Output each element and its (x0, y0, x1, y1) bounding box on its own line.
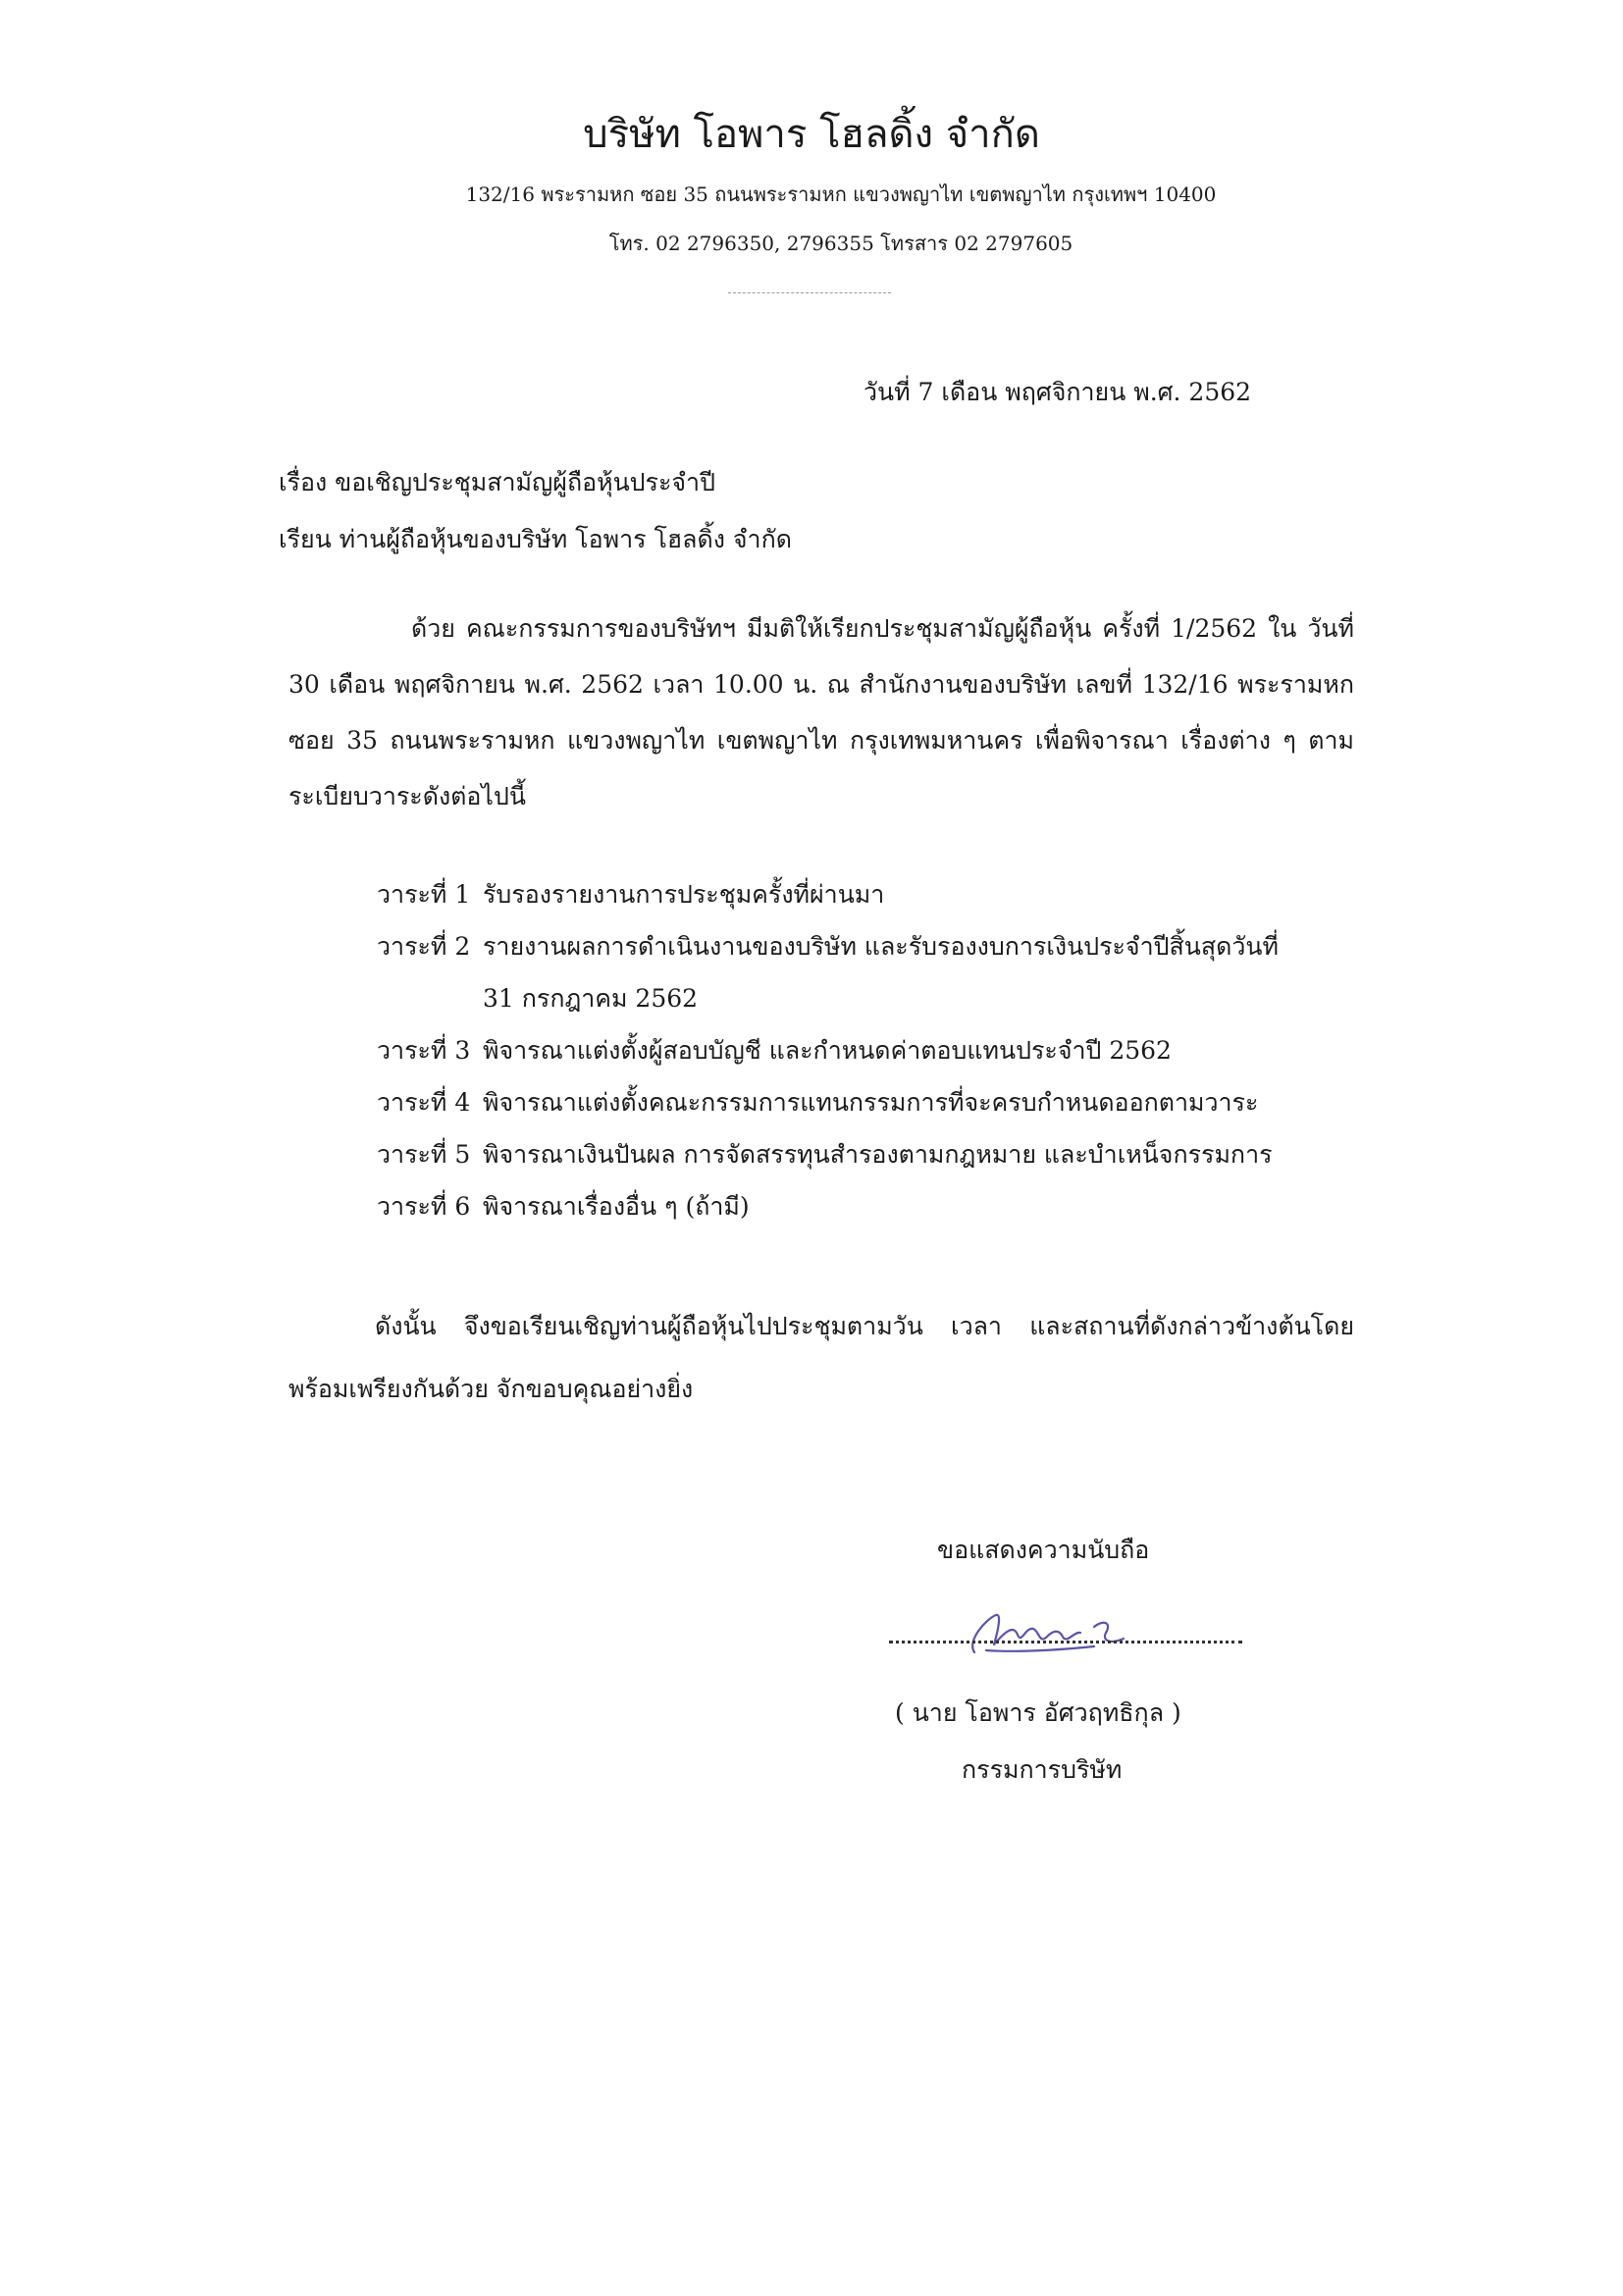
agenda-number: วาระที่ 3 (377, 1036, 471, 1065)
agenda-item (377, 1128, 1279, 1180)
letter-date: วันที่ 7 เดือน พฤศจิกายน พ.ศ. 2562 (864, 378, 1252, 406)
agenda-number: วาระที่ 1 (377, 880, 471, 909)
agenda-list (377, 868, 1279, 1232)
agenda-text: พิจารณาแต่งตั้งคณะกรรมการแทนกรรมการที่จะครบกำหนดออกตามวาระ (483, 1088, 1259, 1117)
company-phone: โทร. 02 2796350, 2796355 โทรสาร 02 2797605 (608, 232, 1073, 255)
body-paragraph: ด้วย คณะกรรมการของบริษัทฯ มีมติให้เรียกประชุมสามัญผู้ถือหุ้น ครั้งที่ 1/2562 ใน วันที่ 30 เดือน พฤศจิกายน พ.ศ. 2562 เวลา 10.00 น. ณ สำนักงานของบริษัท เลขที่ 132/16 พระรามหก ซอย 35 ถนนพระรามหก แขวงพญาไท เขตพญาไท กรุงเทพมหานคร เพื่อพิจารณา เรื่องต่าง ๆ ตามระเบียบวาระดังต่อไปนี้ (288, 614, 1354, 810)
company-address: 132/16 พระรามหก ซอย 35 ถนนพระรามหก แขวงพญาไท เขตพญาไท กรุงเทพฯ 10400 (465, 183, 1217, 206)
sign-off: ขอแสดงความนับถือ (937, 1536, 1150, 1564)
company-name: บริษัท โอพาร โฮลดิ้ง จำกัด (583, 112, 1040, 157)
agenda-number: วาระที่ 6 (377, 1192, 471, 1221)
letter-recipient: เรียน ท่านผู้ถือหุ้นของบริษัท โอพาร โฮลดิ้ง จำกัด (279, 525, 792, 553)
agenda-item (377, 1076, 1279, 1128)
letter-subject: เรื่อง ขอเชิญประชุมสามัญผู้ถือหุ้นประจำปี (279, 468, 715, 496)
agenda-number: วาระที่ 4 (377, 1088, 471, 1117)
signer-title: กรรมการบริษัท (962, 1755, 1123, 1784)
agenda-text: พิจารณาเงินปันผล การจัดสรรทุนสำรองตามกฎหมาย และบำเหน็จกรรมการ (483, 1140, 1273, 1169)
agenda-item (377, 1024, 1279, 1076)
agenda-item (377, 920, 1279, 972)
agenda-text: พิจารณาแต่งตั้งผู้สอบบัญชี และกำหนดค่าตอบแทนประจำปี 2562 (483, 1036, 1172, 1065)
signer-name: ( นาย โอพาร อัศวฤทธิกุล ) (895, 1698, 1181, 1727)
agenda-number: วาระที่ 5 (377, 1140, 471, 1169)
agenda-text: พิจารณาเรื่องอื่น ๆ (ถ้ามี) (483, 1192, 750, 1221)
agenda-item (377, 1180, 1279, 1232)
agenda-number: วาระที่ 2 (377, 932, 471, 961)
signature-image (957, 1601, 1153, 1660)
agenda-item (377, 868, 1279, 920)
signature-line (889, 1641, 1242, 1644)
header-divider (728, 292, 891, 293)
closing-paragraph: ดังนั้น จึงขอเรียนเชิญท่านผู้ถือหุ้นไปประชุมตามวัน เวลา และสถานที่ดังกล่าวข้างต้นโดย พร้อมเพรียงกันด้วย จักขอบคุณอย่างยิ่ง (288, 1312, 1354, 1403)
agenda-item-continuation: 31 กรกฎาคม 2562 (483, 984, 699, 1013)
agenda-text: รับรองรายงานการประชุมครั้งที่ผ่านมา (483, 880, 885, 909)
agenda-text: รายงานผลการดำเนินงานของบริษัท และรับรองงบการเงินประจำปีสิ้นสุดวันที่ (483, 932, 1279, 961)
